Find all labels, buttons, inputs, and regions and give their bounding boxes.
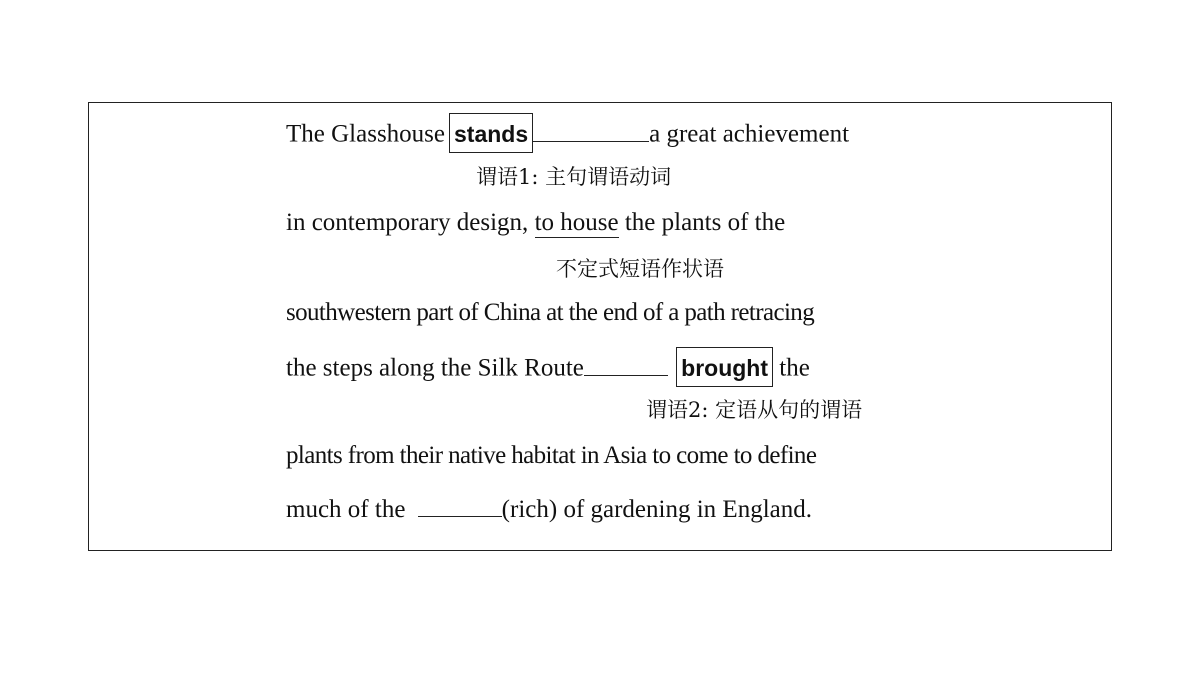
boxed-word-brought: brought (676, 347, 773, 387)
underlined-to-house: to house (534, 209, 619, 236)
text-much-of-the: much of the (286, 496, 406, 523)
passage-line-6 (286, 494, 812, 526)
passage-line-4 (286, 350, 810, 390)
text-the: the (779, 354, 810, 382)
annotation-predicate-2: 谓语2: 定语从句的谓语 (646, 398, 863, 422)
answer-blank-3[interactable] (418, 500, 502, 517)
answer-blank-1[interactable] (533, 125, 649, 142)
text-great-achievement: a great achievement (649, 120, 850, 148)
text-rich-gardening: (rich) of gardening in England. (501, 496, 812, 523)
text-plants-of-the: the plants of the (624, 209, 786, 236)
text-silk-route: the steps along the Silk Route (286, 354, 584, 382)
annotation-predicate-1: 谓语1: 主句谓语动词 (476, 165, 672, 189)
boxed-word-stands: stands (449, 113, 533, 153)
answer-blank-2[interactable] (584, 359, 668, 376)
text-contemporary-design: in contemporary design, (286, 209, 529, 236)
passage-line-3: southwestern part of China at the end of a path retracing (286, 299, 815, 326)
passage-line-5: plants from their native habitat in Asia to come to define (286, 442, 817, 469)
text-the-glasshouse: The Glasshouse (286, 120, 445, 148)
annotation-infinitive-adverbial: 不定式短语作状语 (556, 257, 724, 281)
passage-line-1 (286, 116, 849, 156)
passage-line-2 (286, 207, 785, 239)
